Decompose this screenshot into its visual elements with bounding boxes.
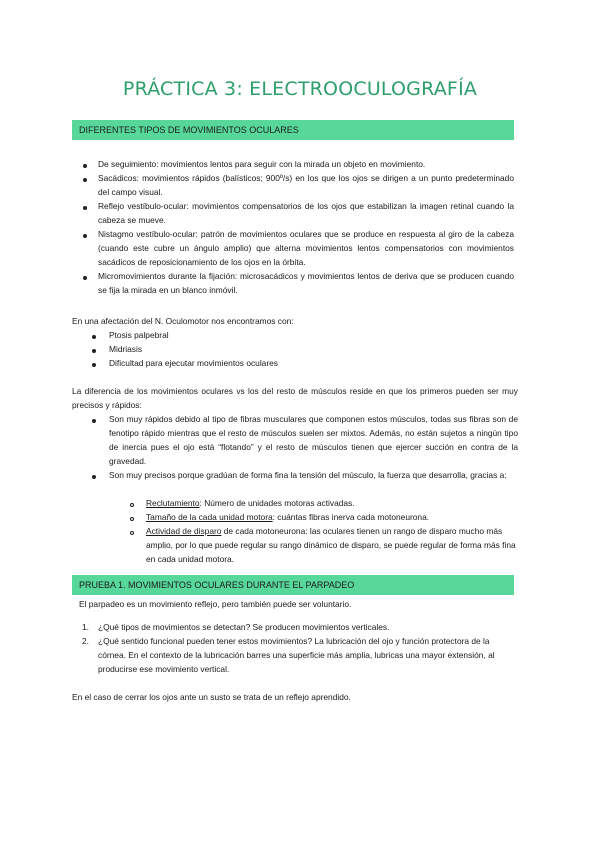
term-description: : cuántas fibras inerva cada motoneurona. bbox=[272, 512, 430, 522]
bullet-icon bbox=[83, 234, 87, 238]
list-item: Midriasis bbox=[109, 344, 143, 354]
term-description: de cada motoneurona: las oculares tienen un rango de disparo mucho más amplio, por lo que puede regular su rango dinámico de disparo, se puede regular de forma más fina en cada unidad motora. bbox=[146, 526, 516, 564]
circle-bullet-icon bbox=[130, 517, 134, 521]
bullet-icon bbox=[83, 206, 87, 210]
list-item: Micromovimientos durante la fijación: microsacádicos y movimientos lentos de deriva que se producen cuando se fija la mirada en un blanco inmóvil. bbox=[98, 271, 514, 295]
list-number: 2. bbox=[82, 636, 89, 646]
section-header-movimientos: DIFERENTES TIPOS DE MOVIMIENTOS OCULARES bbox=[72, 120, 514, 140]
oculomotor-intro: En una afectación del N. Oculomotor nos encontramos con: bbox=[72, 316, 294, 326]
bullet-icon bbox=[83, 164, 87, 168]
list-item: Son muy rápidos debido al tipo de fibras musculares que componen estos músculos, todas sus fibras son de fenotipo rápido mientras que el resto de músculos suelen ser mixtos. Además, no están sujetos a ningún tipo de inercia pues el ojo está “flotando” y el resto de músculos tienen que ejercer succión en contra de la gravedad. bbox=[109, 414, 518, 466]
bullet-icon bbox=[92, 363, 96, 367]
list-number: 1. bbox=[82, 622, 89, 632]
bullet-icon bbox=[92, 349, 96, 353]
list-item: ¿Qué tipos de movimientos se detectan? Se producen movimientos verticales. bbox=[98, 622, 390, 632]
sub-list-item bbox=[146, 496, 518, 510]
term-description: : Número de unidades motoras activadas. bbox=[199, 498, 355, 508]
list-item: Nistagmo vestíbulo-ocular: patrón de movimientos oculares que se produce en respuesta al giro de la cabeza (cuando este cubre un ángulo amplio) que alterna movimientos lentos compensatorios con movimientos sacádicos de reposicionamiento de los ojos en la órbita. bbox=[98, 229, 514, 267]
list-item: Son muy precisos porque gradúan de forma fina la tensión del músculo, la fuerza que desarrolla, gracias a: bbox=[109, 470, 507, 480]
term-tamano: Tamaño de la cada unidad motora bbox=[146, 512, 273, 522]
list-item: Reflejo vestíbulo-ocular: movimientos compensatorios de los ojos que estabilizan la imagen retinal cuando la cabeza se mueve. bbox=[98, 201, 514, 225]
list-item: Sacádicos: movimientos rápidos (balísticos; 900º/s) en los que los ojos se dirigen a un punto predeterminado del campo visual. bbox=[98, 173, 514, 197]
bullet-icon bbox=[83, 276, 87, 280]
difference-intro: La diferencia de los movimientos oculares vs los del resto de músculos reside en que los primeros pueden ser muy precisos y rápidos: bbox=[72, 386, 518, 410]
bullet-icon bbox=[92, 419, 96, 423]
list-item: ¿Qué sentido funcional pueden tener estos movimientos? La lubricación del ojo y función protectora de la córnea. En el contexto de la lubricación barres una superficie más amplia, lubricas una mayor extensión, al producirse ese movimiento vertical. bbox=[98, 636, 495, 674]
list-item: Ptosis palpebral bbox=[109, 330, 169, 340]
bullet-icon bbox=[92, 475, 96, 479]
circle-bullet-icon bbox=[130, 503, 134, 507]
list-item: De seguimiento: movimientos lentos para seguir con la mirada un objeto en movimiento. bbox=[98, 159, 426, 169]
parpadeo-intro: El parpadeo es un movimiento reflejo, pero también puede ser voluntario. bbox=[79, 599, 352, 609]
section-header-prueba-1: PRUEBA 1. MOVIMIENTOS OCULARES DURANTE EL PARPADEO bbox=[72, 575, 514, 595]
bullet-icon bbox=[83, 178, 87, 182]
term-reclutamiento: Reclutamiento bbox=[146, 498, 200, 508]
bullet-icon bbox=[92, 335, 96, 339]
page-title: PRÁCTICA 3: ELECTROOCULOGRAFÍA bbox=[122, 78, 478, 100]
sub-list-item bbox=[146, 510, 518, 524]
term-actividad: Actividad de disparo bbox=[146, 526, 222, 536]
sub-list-item bbox=[146, 524, 518, 566]
parpadeo-outro: En el caso de cerrar los ojos ante un susto se trata de un reflejo aprendido. bbox=[72, 692, 351, 702]
list-item: Dificultad para ejecutar movimientos oculares bbox=[109, 358, 278, 368]
circle-bullet-icon bbox=[130, 531, 134, 535]
